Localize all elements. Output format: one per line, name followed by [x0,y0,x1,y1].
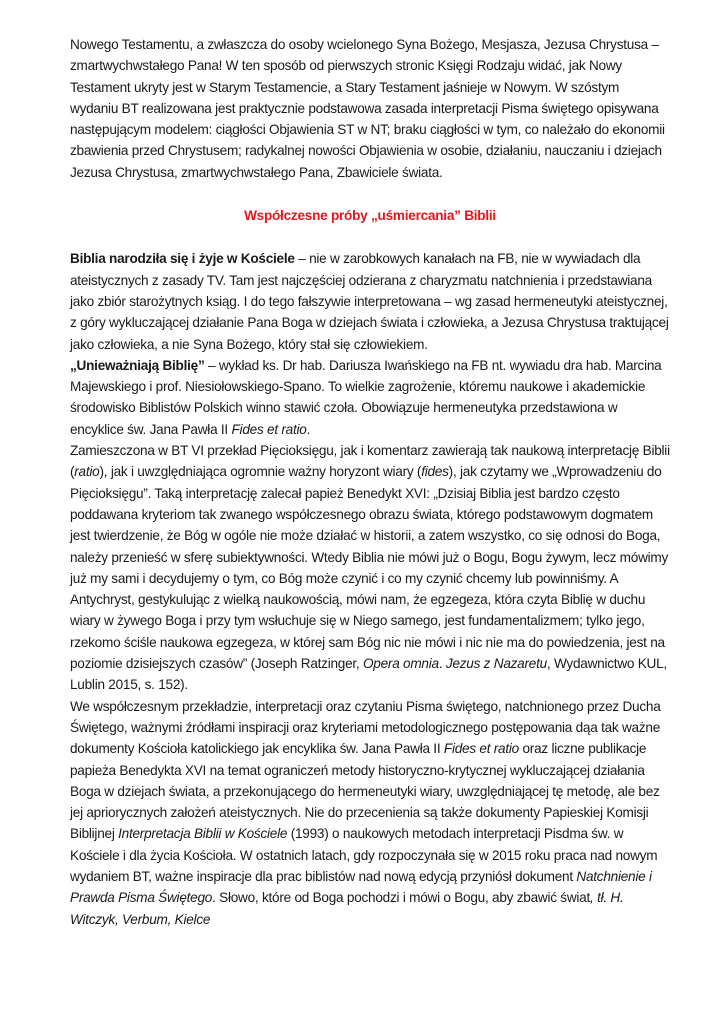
paragraph-modern-translation: We współczesnym przekładzie, interpretacji oraz czytaniu Pisma świętego, natchnionego przez Ducha Świętego, ważnymi źródłami inspiracji oraz kryteriami metodologicznego postępowania dąa tak ważne dokumenty Kościoła katolickiego jak encyklika św. Jana Pawła II Fides et ratio oraz liczne publikacje papieża Benedykta XVI na temat ograniczeń metody historyczno-krytycznej wykluczającej działania Boga w dziejach świata, a przekonującego do hermeneutyki wiary, uwzględniającej tę metodę, ale bez jej apriorycznych założeń ateistycznych. Nie do przecenienia są także dokumenty Papieskiej Komisji Biblijnej Interpretacja Biblii w Kościele (1993) o naukowych metodach interpretacji Pisdma św. w Kościele i dla życia Kościoła. W ostatnich latach, gdy rozpoczynała się w 2015 roku praca nad nowym wydaniem BT, ważne inspiracje dla prac biblistów nad nową edycją przyniósł dokument Natchnienie i Prawda Pisma Świętego. Słowo, które od Boga pochodzi i mówi o Bogu, aby zbawić świat, tł. H. Witczyk, Verbum, Kielce [70,698,661,927]
paragraph-bible-in-church: Biblia narodziła się i żyje w Kościele – nie w zarobkowych kanałach na FB, nie w wywiadach dla ateistycznych z zasady TV. Tam jest najczęściej odzierana z charyzmatu natchnienia i przedstawiana jako zbiór starożytnych ksiąg. I do tego fałszywie interpretowana – wg zasad hermeneutyki ateistycznej, z góry wykluczającej działanie Pana Boga w dziejach świata i człowieka, a Jezusa Chrystusa traktującej jako człowieka, a nie Syna Bożego, który stał się człowiekiem. [70,251,669,352]
bold-lead: „Unieważniają Biblię” [70,357,205,373]
paragraph-invalidating-bible: „Unieważniają Biblię” – wykład ks. Dr hab. Dariusza Iwańskiego na FB nt. wywiadu dra hab. Marcina Majewskiego i prof. Niesiołowskiego-Spano. To wielkie zagrożenie, któremu naukowe i akademickie środowisko Biblistów Polskich winno stawić czoła. Obowiązuje hermeneutyka przedstawiona w encyklice św. Jana Pawła II Fides et ratio. [70,357,662,437]
section-heading: Współczesne próby „uśmiercania” Biblii [244,208,496,224]
paragraph-ratzinger-quote: Zamieszczona w BT VI przekład Pięcioksięgu, jak i komentarz zawierają tak naukową interpretację Biblii (ratio), jak i uwzględniająca ogromnie ważny horyzont wiary (fides), jak czytamy we „Wprowadzeniu do Pięcioksięgu”. Taką interpretację zalecał papież Benedykt XVI: „Dzisiaj Biblia jest bardzo często poddawana kryteriom tak zwanego współczesnego obrazu świata, którego podstawowym dogmatem jest twierdzenie, że Bóg w ogóle nie może działać w historii, a zatem wszystko, co się odnosi do Boga, należy przenieść w sferę subiektywności. Wtedy Biblia nie mówi już o Bogu, Bogu żywym, lecz mówimy już my sami i decydujemy o tym, co Bóg może czynić i co my czynić chcemy lub powinniśmy. A Antychryst, gestykulując z wielką naukowością, mówi nam, że egzegeza, która czyta Biblię w duchu wiary w żywego Boga i przy tym wsłuchuje się w Niego samego, jest fundamentalizmem; tylko jego, rzekomo ściśle naukowa egzegeza, w której sam Bóg nic nie mówi i nic nie ma do powiedzenia, jest na poziomie dzisiejszych czasów” (Joseph Ratzinger, Opera omnia. Jezus z Nazaretu, Wydawnictwo KUL, Lublin 2015, s. 152). [70,443,670,693]
intro-paragraph: Nowego Testamentu, a zwłaszcza do osoby wcielonego Syna Bożego, Mesjasza, Jezusa Chrystusa – zmartwychwstałego Pana! W ten sposób od pierwszych stronic Księgi Rodzaju widać, jak Nowy Testament ukryty jest w Starym Testamencie, a Stary Testament jaśnieje w Nowym. W szóstym wydaniu BT realizowana jest praktycznie podstawowa zasada interpretacji Pisma świętego opisywana następującym modelem: ciągłości Objawienia ST w NT; braku ciągłości w tym, co należało do ekonomii zbawienia przed Chrystusem; radykalnej nowości Objawienia w osobie, działaniu, nauczaniu i dziejach Jezusa Chrystusa, zmartwychwstałego Pana, Zbawiciele świata. [70,37,665,180]
document-page [70,34,670,930]
bold-lead: Biblia narodziła się i żyje w Kościele [70,251,295,267]
